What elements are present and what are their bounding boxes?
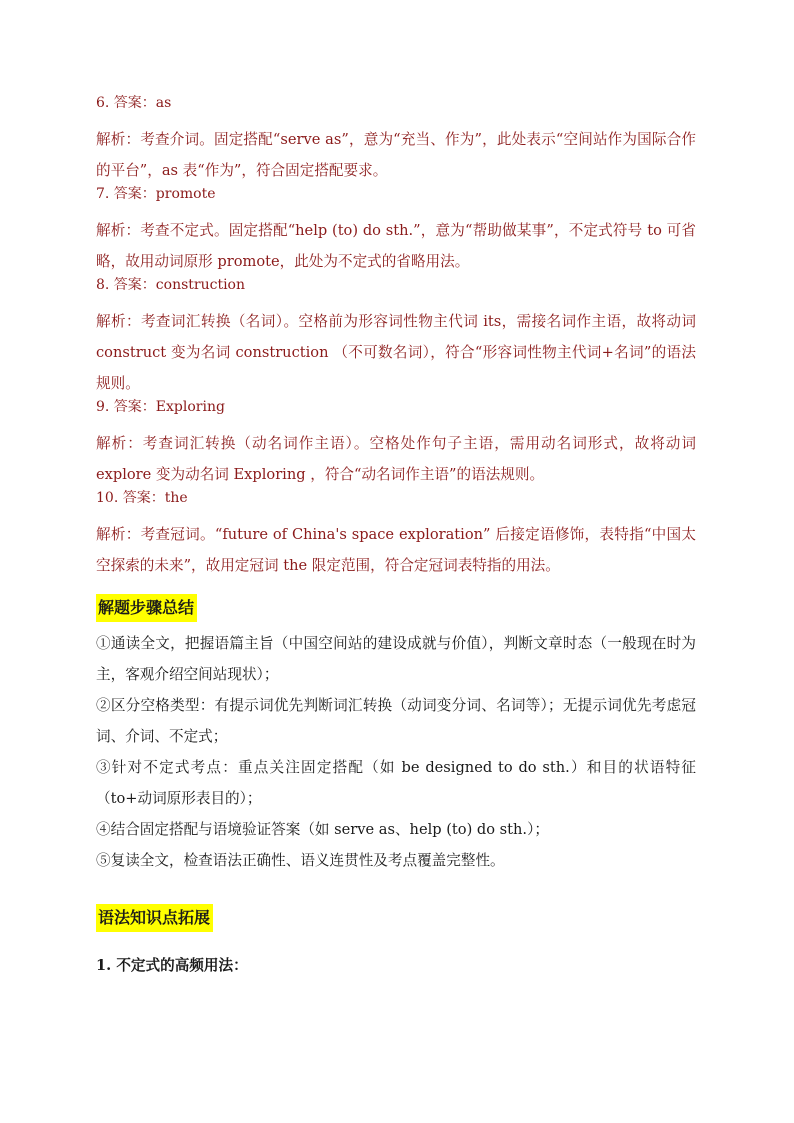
- answer-block-9: [96, 396, 696, 490]
- explanation-text: 解析：考查词汇转换（动名词作主语）。空格处作句子主语，需用动名词形式，故将动词 explore 变为动名词 Exploring ，符合“动名词作主语”的语法规则。: [96, 435, 696, 483]
- answer-block-10: [96, 487, 696, 581]
- step-item-5: ⑤复读全文，检查语法正确性、语义连贯性及考点覆盖完整性。: [96, 852, 505, 869]
- answer-block-7: [96, 183, 696, 277]
- grammar-subheading: 1. 不定式的高频用法：: [96, 957, 248, 974]
- step-item-3: ③针对不定式考点：重点关注固定搭配（如 be designed to do sth.）和目的状语特征（to+动词原形表目的）；: [96, 759, 696, 807]
- answer-line: 10. 答案：the: [96, 490, 188, 506]
- answer-line: 7. 答案：promote: [96, 186, 216, 202]
- section-heading-summary: 解题步骤总结: [96, 594, 197, 622]
- step-item-2: ②区分空格类型：有提示词优先判断词汇转换（动词变分词、名词等）；无提示词优先考虑冠词、介词、不定式；: [96, 697, 696, 745]
- summary-section: [96, 594, 696, 622]
- step-item-1: ①通读全文，把握语篇主旨（中国空间站的建设成就与价值），判断文章时态（一般现在时为主，客观介绍空间站现状）；: [96, 635, 696, 683]
- answer-block-8: [96, 274, 696, 399]
- answer-line: 6. 答案：as: [96, 95, 172, 111]
- document-page: [96, 92, 696, 978]
- section-heading-grammar: 语法知识点拓展: [96, 904, 213, 932]
- explanation-text: 解析：考查不定式。固定搭配“help (to) do sth.”，意为“帮助做某事”，不定式符号 to 可省略，故用动词原形 promote，此处为不定式的省略用法。: [96, 222, 696, 270]
- explanation-text: 解析：考查冠词。“future of China's space exploration” 后接定语修饰，表特指“中国太空探索的未来”，故用定冠词 the 限定范围，符合定冠词表特指的用法。: [96, 526, 696, 574]
- answer-line: 9. 答案：Exploring: [96, 399, 225, 415]
- step-item-4: ④结合固定搭配与语境验证答案（如 serve as、help (to) do sth.）；: [96, 821, 549, 838]
- explanation-text: 解析：考查介词。固定搭配“serve as”，意为“充当、作为”，此处表示“空间站作为国际合作的平台”，as 表“作为”，符合固定搭配要求。: [96, 131, 696, 179]
- grammar-section: [96, 904, 696, 932]
- answer-line: 8. 答案：construction: [96, 277, 246, 293]
- explanation-text: 解析：考查词汇转换（名词）。空格前为形容词性物主代词 its，需接名词作主语，故将动词 construct 变为名词 construction （不可数名词），符合“形容词性物主代词+名词”的语法规则。: [96, 313, 696, 392]
- answer-block-6: [96, 92, 696, 186]
